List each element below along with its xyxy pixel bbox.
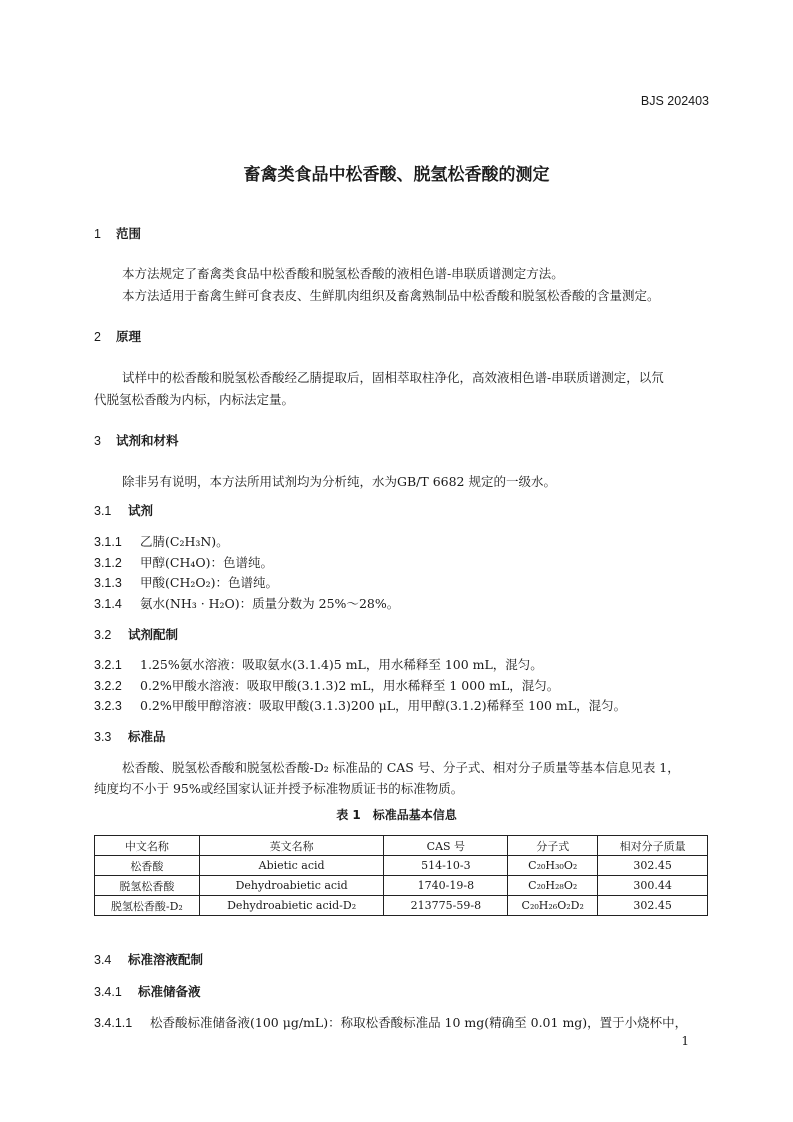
table-cell: 300.44 (598, 876, 708, 896)
section-title: 标准溶液配制 (128, 952, 204, 967)
section-title: 试剂和材料 (116, 433, 179, 448)
section-number: 3.4 (94, 953, 112, 967)
section-number: 2 (94, 330, 101, 344)
subsection-3-4-1-heading (94, 982, 201, 1000)
item-number: 3.4.1.1 (94, 1016, 133, 1030)
paragraph: 本方法规定了畜禽类食品中松香酸和脱氢松香酸的液相色谱-串联质谱测定方法。 (122, 266, 564, 281)
item-text: 0.2%甲酸水溶液：吸取甲酸(3.1.3)2 mL，用水稀释至 1 000 mL，混匀。 (140, 678, 560, 693)
table-row (95, 896, 708, 916)
item-text: 氨水(NH₃ · H₂O)：质量分数为 25%～28%。 (140, 596, 400, 611)
item-number: 3.1.3 (94, 576, 122, 590)
table-cell: 松香酸 (95, 856, 200, 876)
table-cell: C₂₀H₃₀O₂ (508, 856, 598, 876)
table-caption: 表 1 标准品基本信息 (336, 808, 457, 822)
paragraph: 本方法适用于畜禽生鲜可食表皮、生鲜肌肉组织及畜禽熟制品中松香酸和脱氢松香酸的含量测定。 (122, 288, 660, 303)
subsection-3-2-heading (94, 625, 178, 643)
item-text: 甲醇(CH₄O)：色谱纯。 (140, 555, 273, 570)
table-cell: 213775-59-8 (384, 896, 508, 916)
section-number: 3.3 (94, 730, 112, 744)
standard-code: BJS 202403 (640, 94, 709, 108)
table-cell: 302.45 (598, 896, 708, 916)
table-header-cell: 中文名称 (95, 836, 200, 856)
section-number: 3.2 (94, 628, 112, 642)
item-number: 3.1.1 (94, 535, 122, 549)
table-cell: 514-10-3 (384, 856, 508, 876)
list-item (94, 553, 273, 571)
item-text: 甲酸(CH₂O₂)：色谱纯。 (140, 575, 278, 590)
item-number: 3.2.2 (94, 679, 122, 693)
section-title: 试剂配制 (128, 627, 179, 642)
section-title: 范围 (116, 226, 142, 241)
table-cell: 脱氢松香酸 (95, 876, 200, 896)
item-text: 1.25%氨水溶液：吸取氨水(3.1.4)5 mL，用水稀释至 100 mL，混匀。 (140, 657, 543, 672)
standards-info-table (94, 835, 708, 916)
page-number: 1 (681, 1034, 689, 1048)
item-number: 3.2.1 (94, 658, 122, 672)
table-cell: C₂₀H₂₈O₂ (508, 876, 598, 896)
table-cell: 1740-19-8 (384, 876, 508, 896)
list-item (94, 532, 229, 550)
table-cell: Abietic acid (199, 856, 384, 876)
subsection-3-1-heading (94, 501, 153, 519)
subsection-3-3-heading (94, 727, 166, 745)
table-row (95, 876, 708, 896)
table-cell: 302.45 (598, 856, 708, 876)
paragraph: 松香酸、脱氢松香酸和脱氢松香酸-D₂ 标准品的 CAS 号、分子式、相对分子质量等基本信息见表 1， (122, 760, 680, 775)
paragraph: 纯度均不小于 95%或经国家认证并授予标准物质证书的标准物质。 (94, 781, 464, 796)
table-header-cell: 英文名称 (199, 836, 384, 856)
list-item (94, 655, 543, 673)
item-number: 3.1.4 (94, 597, 122, 611)
section-title: 试剂 (128, 503, 154, 518)
table-cell: Dehydroabietic acid-D₂ (199, 896, 384, 916)
section-1-heading (94, 224, 141, 242)
list-item (94, 676, 559, 694)
table-cell: Dehydroabietic acid (199, 876, 384, 896)
table-cell: 脱氢松香酸-D₂ (95, 896, 200, 916)
section-number: 3.1 (94, 504, 112, 518)
item-text: 松香酸标准储备液(100 μg/mL)：称取松香酸标准品 10 mg(精确至 0.01 mg)，置于小烧杯中， (150, 1015, 688, 1030)
table-header-row (95, 836, 708, 856)
paragraph: 除非另有说明，本方法所用试剂均为分析纯，水为GB/T 6682 规定的一级水。 (122, 474, 556, 489)
section-3-heading (94, 431, 179, 449)
table-header-cell: CAS 号 (384, 836, 508, 856)
table-header-cell: 分子式 (508, 836, 598, 856)
table-row (95, 856, 708, 876)
list-item (94, 594, 399, 612)
subsection-3-4-heading (94, 950, 203, 968)
section-title: 原理 (116, 329, 142, 344)
list-item (94, 1013, 687, 1031)
section-2-heading (94, 327, 141, 345)
section-title: 标准储备液 (138, 984, 201, 999)
table-header-cell: 相对分子质量 (598, 836, 708, 856)
item-text: 乙腈(C₂H₃N)。 (140, 534, 229, 549)
section-number: 3 (94, 434, 101, 448)
document-title: 畜禽类食品中松香酸、脱氢松香酸的测定 (243, 165, 550, 185)
list-item (94, 696, 626, 714)
table-cell: C₂₀H₂₆O₂D₂ (508, 896, 598, 916)
paragraph: 代脱氢松香酸为内标，内标法定量。 (94, 392, 295, 407)
item-number: 3.1.2 (94, 556, 122, 570)
item-text: 0.2%甲酸甲醇溶液：吸取甲酸(3.1.3)200 μL，用甲醇(3.1.2)稀释至 100 mL，混匀。 (140, 698, 627, 713)
section-title: 标准品 (128, 729, 166, 744)
item-number: 3.2.3 (94, 699, 122, 713)
section-number: 1 (94, 227, 101, 241)
paragraph: 试样中的松香酸和脱氢松香酸经乙腈提取后，固相萃取柱净化，高效液相色谱-串联质谱测定，以氘 (122, 370, 664, 385)
list-item (94, 573, 278, 591)
section-number: 3.4.1 (94, 985, 122, 999)
